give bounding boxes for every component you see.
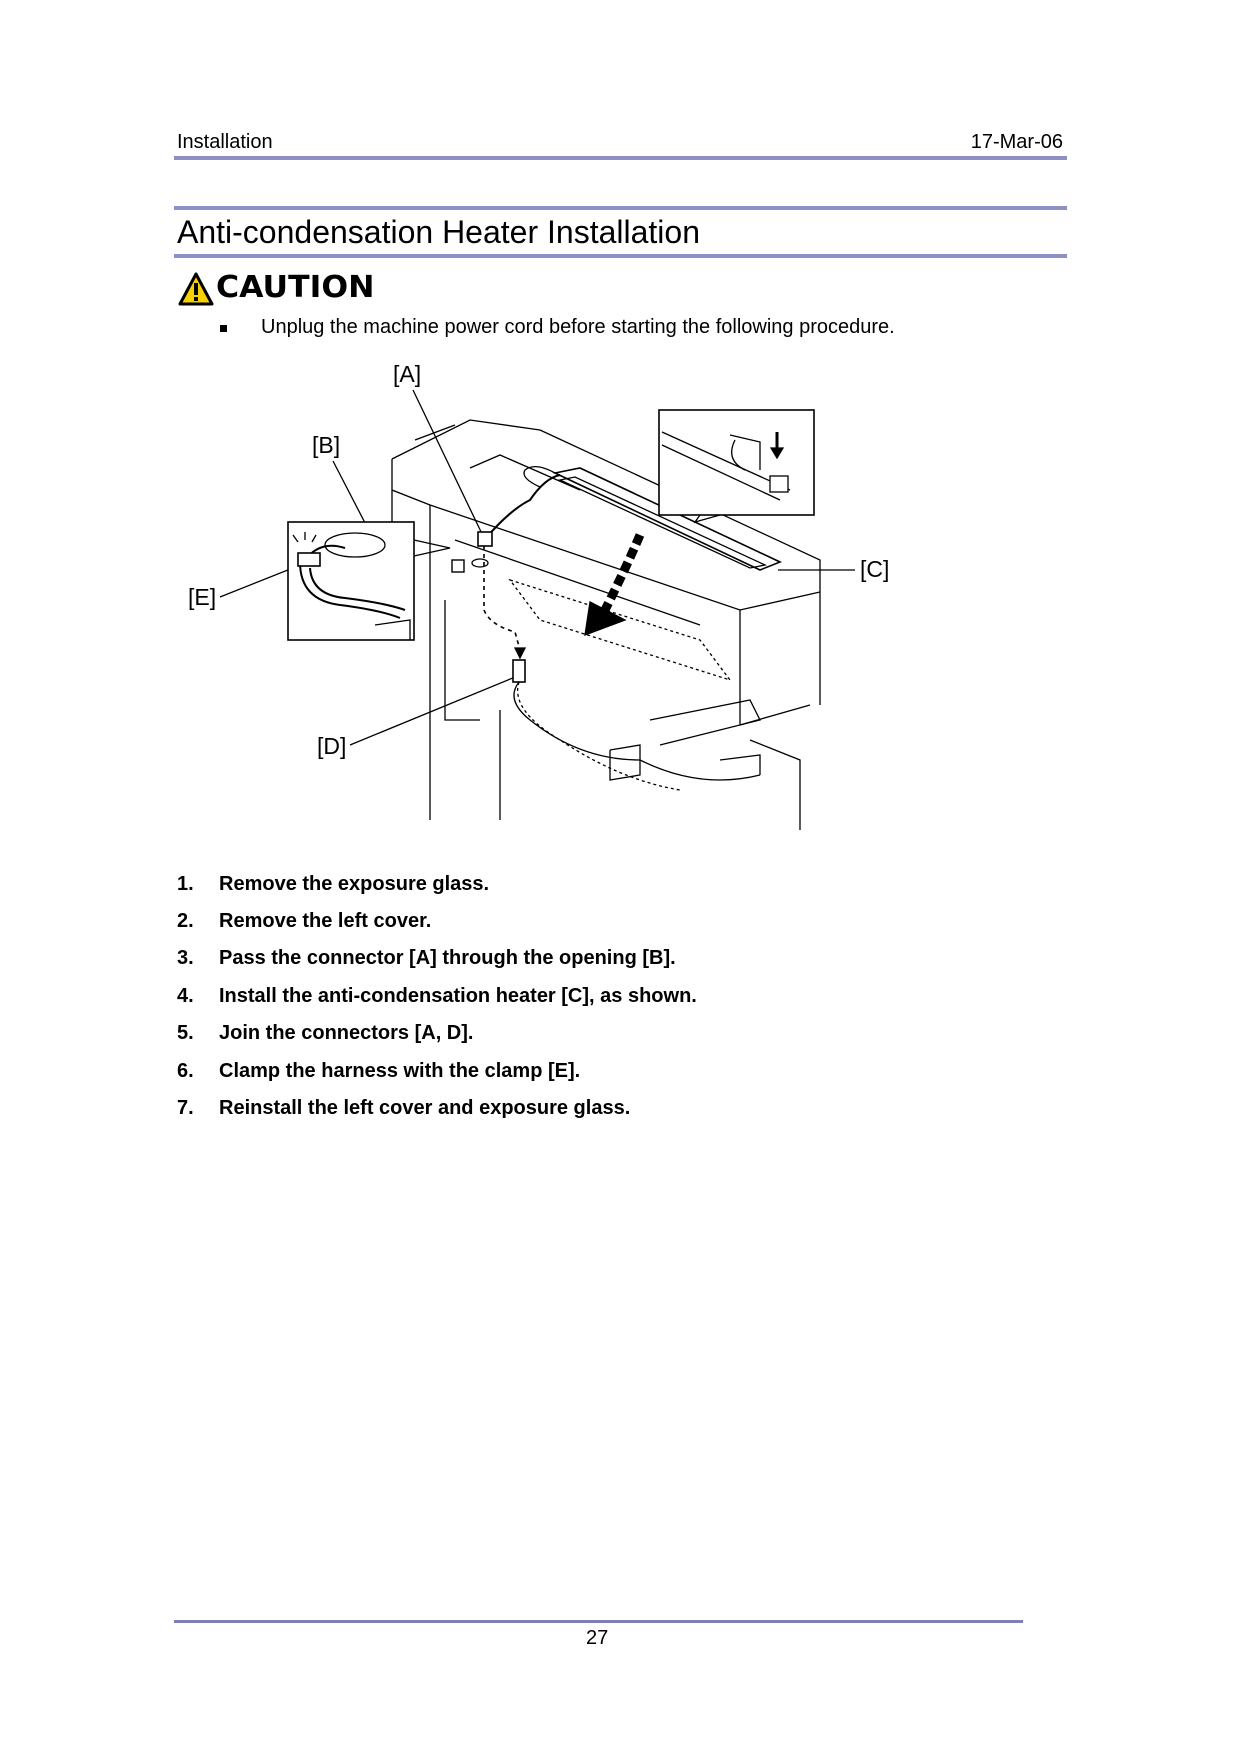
- step-number: 4.: [177, 985, 194, 1007]
- callout-c: [C]: [860, 556, 890, 582]
- step-7: [177, 1097, 630, 1120]
- caution-label: CAUTION: [216, 270, 375, 305]
- step-number: 1.: [177, 873, 194, 895]
- step-text: Install the anti-condensation heater [C], as shown.: [219, 985, 697, 1007]
- step-text: Pass the connector [A] through the opening [B].: [219, 947, 676, 969]
- step-6: [177, 1060, 580, 1083]
- caution-text: Unplug the machine power cord before starting the following procedure.: [261, 316, 895, 338]
- step-number: 5.: [177, 1022, 194, 1044]
- step-text: Join the connectors [A, D].: [219, 1022, 474, 1044]
- step-text: Reinstall the left cover and exposure glass.: [219, 1097, 631, 1119]
- step-text: Remove the left cover.: [219, 910, 432, 932]
- header-section: Installation: [177, 131, 273, 153]
- step-number: 6.: [177, 1060, 194, 1082]
- footer-rule: [174, 1620, 1023, 1623]
- step-number: 3.: [177, 947, 194, 969]
- callout-e: [E]: [188, 584, 217, 610]
- step-number: 2.: [177, 910, 194, 932]
- header-date: 17-Mar-06: [970, 131, 1063, 153]
- page-title: Anti-condensation Heater Installation: [177, 214, 700, 250]
- callout-d: [D]: [317, 733, 347, 759]
- step-5: [177, 1022, 473, 1045]
- step-4: [177, 985, 697, 1008]
- step-text: Clamp the harness with the clamp [E].: [219, 1060, 581, 1082]
- step-text: Remove the exposure glass.: [219, 873, 490, 895]
- step-number: 7.: [177, 1097, 194, 1119]
- callout-b: [B]: [312, 432, 341, 458]
- step-3: [177, 947, 676, 970]
- step-2: [177, 910, 431, 933]
- page-number: 27: [586, 1627, 609, 1649]
- step-1: [177, 873, 489, 896]
- callout-a: [A]: [393, 361, 422, 387]
